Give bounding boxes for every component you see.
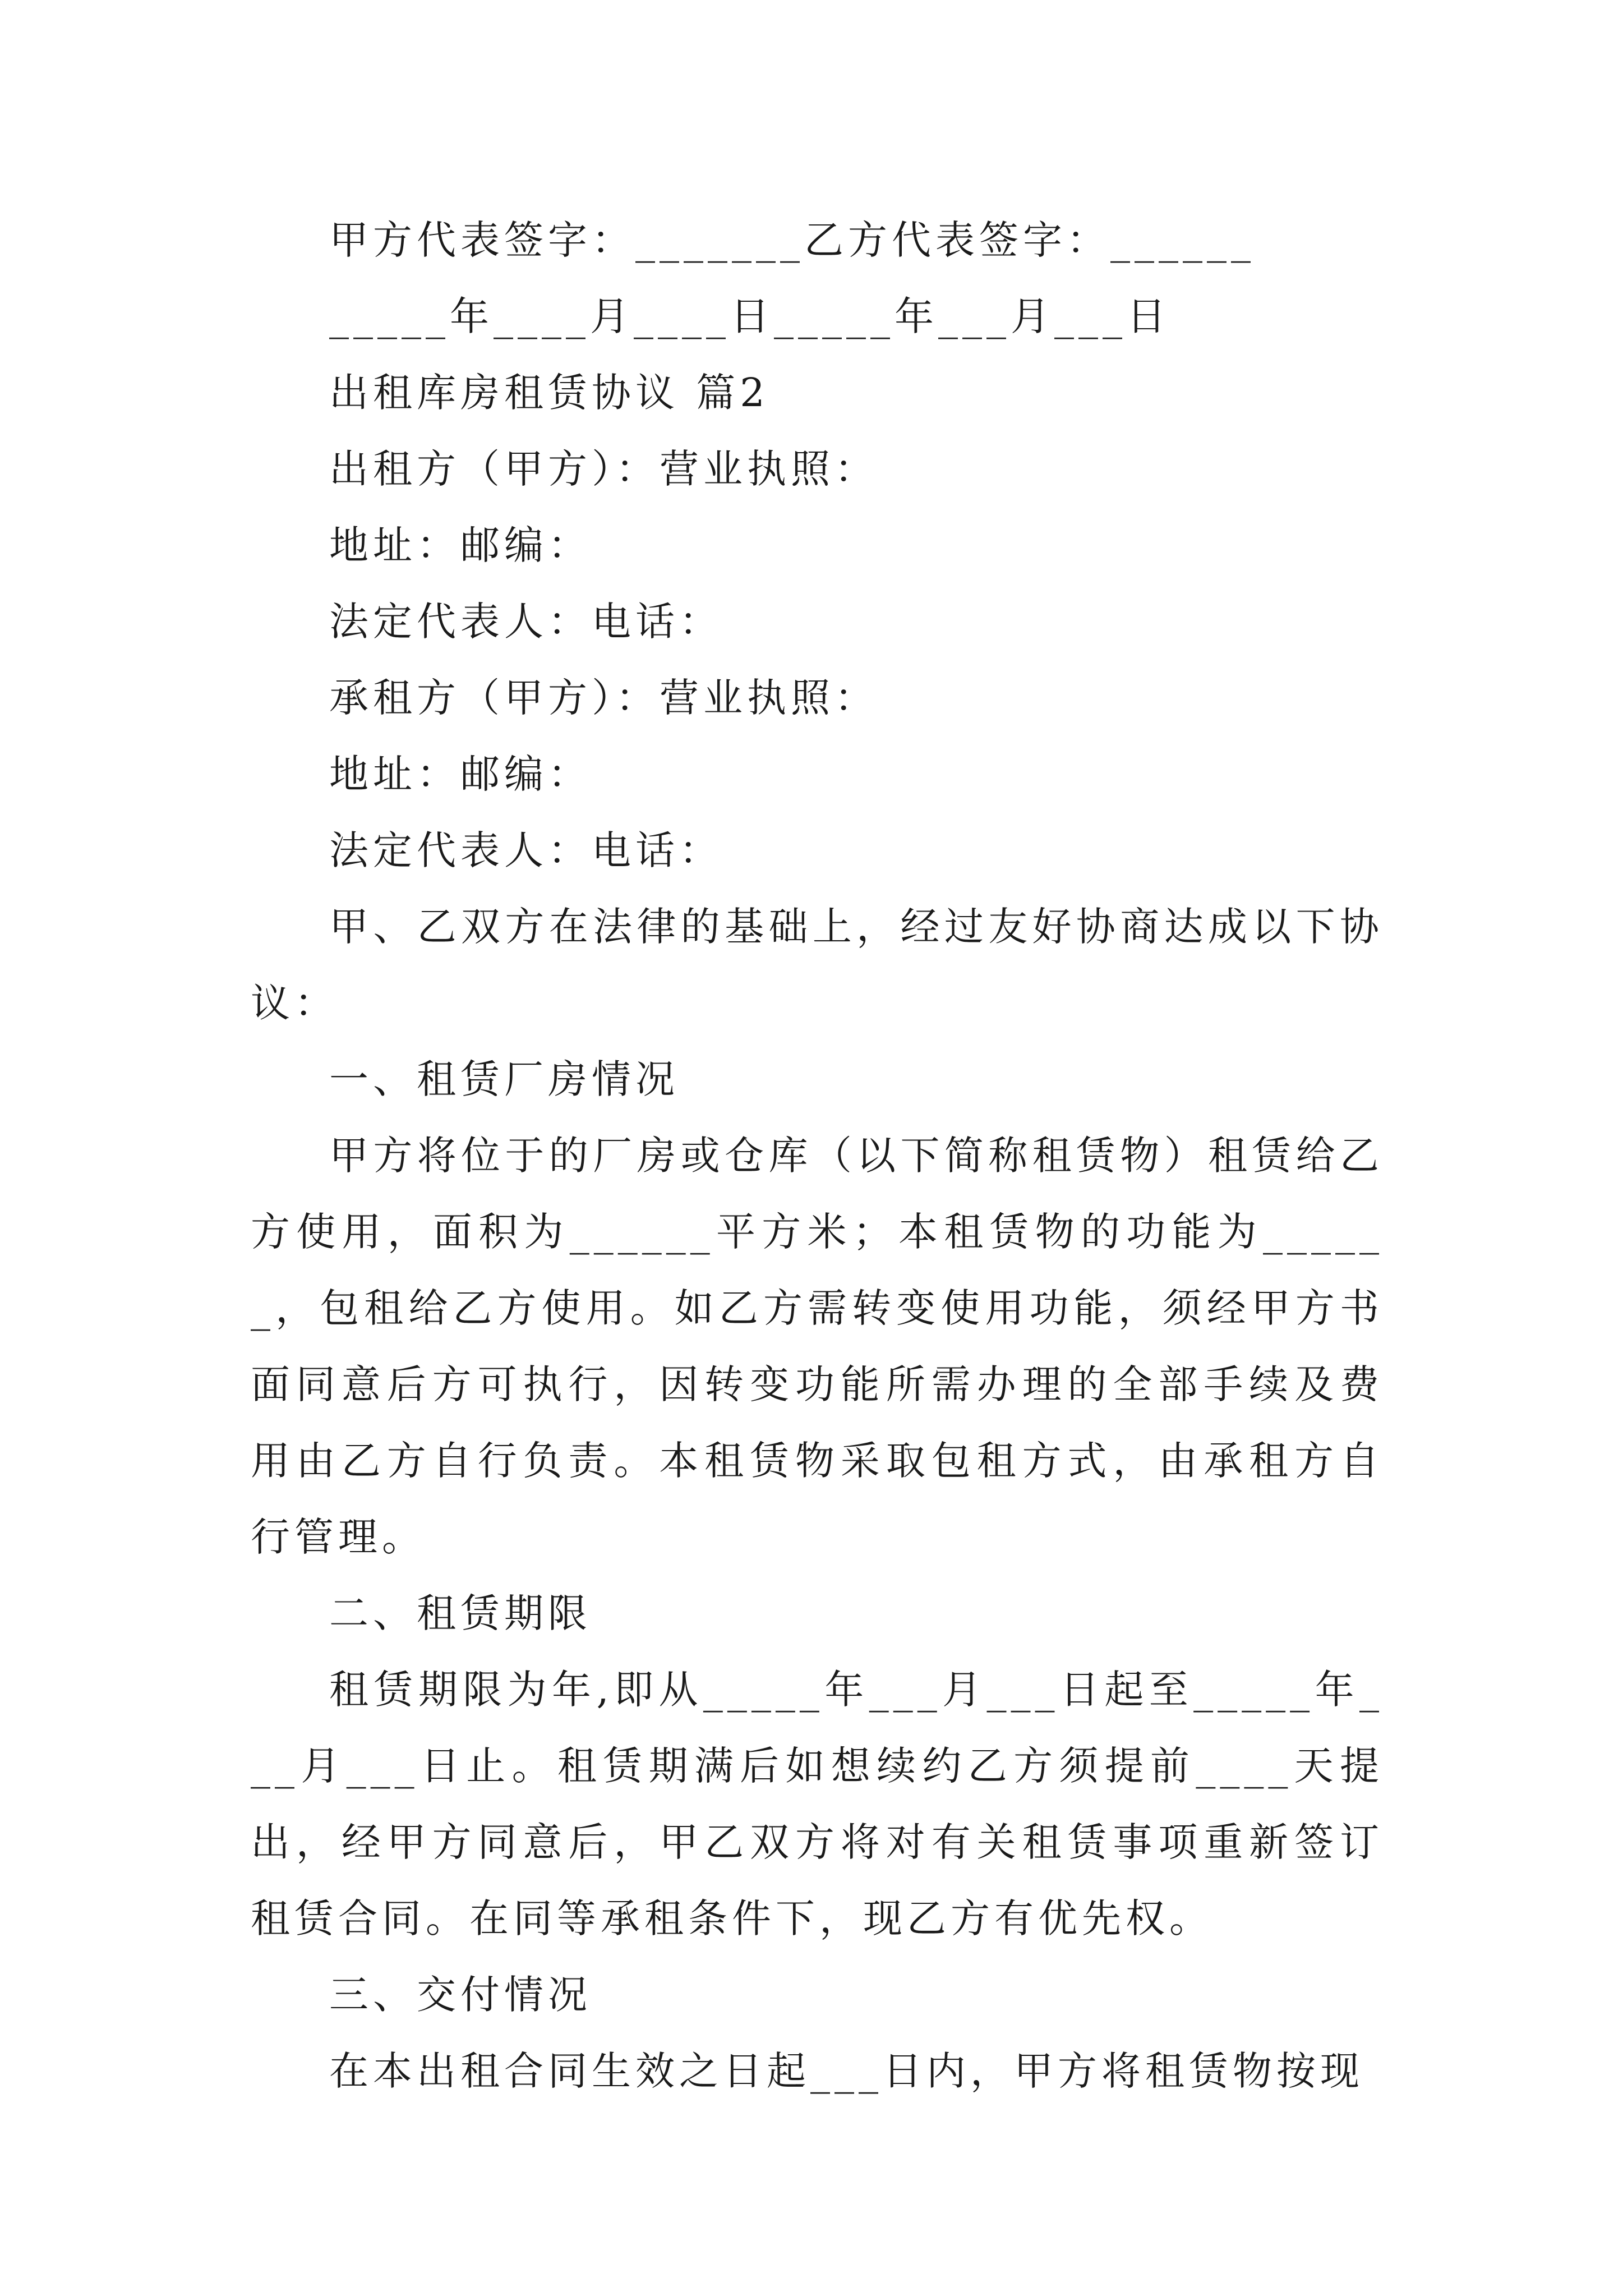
lease-term-paragraph: 租赁期限为年,即从_____年___月___日起至_____年___月___日止。租赁期满后如想续约乙方须提前____天提出，经甲方同意后，甲乙双方将对有关租赁事项重新签订租赁合同。在同等承租条件下，现乙方有优先权。 (251, 1667, 1384, 1941)
lessor-representative-line: 法定代表人：电话： (329, 599, 723, 645)
date-line: _____年____月____日_____年___月___日 (329, 293, 1170, 339)
heading-lease-term: 二、租赁期限 (329, 1590, 592, 1636)
lessee-line: 承租方（甲方）：营业执照： (329, 675, 878, 721)
delivery-paragraph: 在本出租合同生效之日起___日内，甲方将租赁物按现 (329, 2048, 1364, 2094)
lease-property-paragraph: 甲方将位于的厂房或仓库（以下简称租赁物）租赁给乙方使用，面积为______平方米；本租赁物的功能为______，包租给乙方使用。如乙方需转变使用功能，须经甲方书面同意后方可执行，因转变功能所需办理的全部手续及费用由乙方自行负责。本租赁物采取包租方式，由承租方自行管理。 (251, 1133, 1384, 1560)
document-body (251, 202, 1384, 2109)
heading-delivery: 三、交付情况 (329, 1972, 592, 2018)
lessor-address-line: 地址：邮编： (329, 522, 592, 568)
heading-lease-property: 一、租赁厂房情况 (329, 1056, 679, 1102)
lessor-line: 出租方（甲方）：营业执照： (329, 446, 878, 492)
signature-line: 甲方代表签字：_______乙方代表签字：______ (329, 217, 1255, 263)
section-title: 出租库房租赁协议 篇2 (329, 370, 769, 416)
lessee-representative-line: 法定代表人：电话： (329, 827, 723, 873)
agreement-intro: 甲、乙双方在法律的基础上，经过友好协商达成以下协议： (251, 904, 1384, 1026)
lessee-address-line: 地址：邮编： (329, 751, 592, 797)
